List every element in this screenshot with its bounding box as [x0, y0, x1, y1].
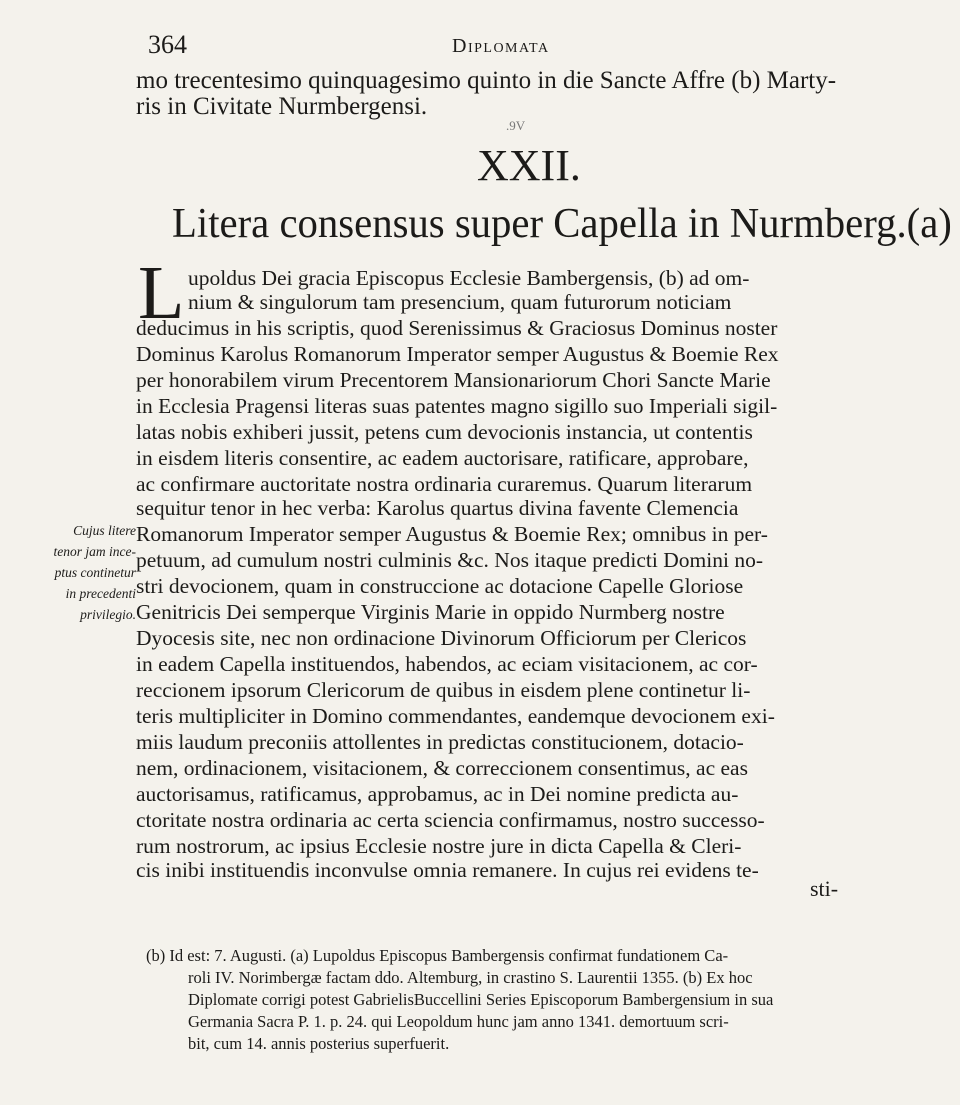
body-line: teris multipliciter in Domino commendantes, eandemque devocionem exi-	[136, 704, 775, 728]
body-line: nem, ordinacionem, visitacionem, & correccionem consentimus, ac eas	[136, 756, 748, 780]
stray-mark: .9V	[506, 118, 526, 133]
continuation-line: ris in Civitate Nurmbergensi.	[136, 93, 428, 120]
body-line: in eadem Capella instituendos, habendos, ac eciam visitacionem, ac cor-	[136, 652, 758, 676]
document-title: Litera consensus super Capella in Nurmberg.(a)	[172, 201, 952, 247]
footnote-line: (b) Id est: 7. Augusti. (a) Lupoldus Episcopus Bambergensis confirmat fundationem Ca-	[146, 946, 729, 965]
margin-note-line: tenor jam ince-	[53, 544, 136, 559]
footnote-line: bit, cum 14. annis posterius superfuerit.	[188, 1034, 450, 1053]
continuation-line: mo trecentesimo quinquagesimo quinto in die Sancte Affre (b) Marty-	[136, 67, 837, 94]
body-line: latas nobis exhiberi jussit, petens cum devocionis instancia, ut contentis	[136, 420, 753, 444]
drop-cap: L	[138, 251, 185, 335]
body-line: deducimus in his scriptis, quod Serenissimus & Graciosus Dominus noster	[136, 316, 778, 340]
body-line: in Ecclesia Pragensi literas suas patentes magno sigillo suo Imperiali sigil-	[136, 394, 778, 418]
margin-note-line: ptus continetur	[54, 565, 136, 580]
body-line: reccionem ipsorum Clericorum de quibus in eisdem plene continetur li-	[136, 678, 751, 702]
body-line: in eisdem literis consentire, ac eadem auctorisare, ratificare, approbare,	[136, 446, 749, 470]
body-line: nium & singulorum tam presencium, quam futurorum noticiam	[188, 290, 732, 314]
body-line: petuum, ad cumulum nostri culminis &c. Nos itaque predicti Domini no-	[136, 548, 763, 572]
document-number: XXII.	[477, 141, 581, 190]
body-line: miis laudum preconiis attollentes in predictas constitucionem, dotacio-	[136, 730, 744, 754]
catchword: sti-	[810, 876, 839, 901]
body-line: ac confirmare auctoritate nostra ordinaria curaremus. Quarum literarum	[136, 472, 753, 496]
body-line: upoldus Dei gracia Episcopus Ecclesie Bambergensis, (b) ad om-	[188, 266, 750, 290]
body-line: rum nostrorum, ac ipsius Ecclesie nostre jure in dicta Capella & Cleri-	[136, 834, 742, 858]
body-line: ctoritate nostra ordinaria ac certa sciencia confirmamus, nostro successo-	[136, 808, 765, 832]
body-line: Dominus Karolus Romanorum Imperator semper Augustus & Boemie Rex	[136, 342, 779, 366]
body-line: sequitur tenor in hec verba: Karolus quartus divina favente Clemencia	[136, 496, 739, 520]
footnote-line: roli IV. Norimbergæ factam ddo. Altemburg, in crastino S. Laurentii 1355. (b) Ex hoc	[188, 968, 753, 987]
body-line: stri devocionem, quam in construccione ac dotacione Capelle Gloriose	[136, 574, 744, 598]
footnote-line: Germania Sacra P. 1. p. 24. qui Leopoldum hunc jam anno 1341. demortuum scri-	[188, 1012, 729, 1031]
running-title: Diplomata	[452, 35, 550, 57]
body-line: auctorisamus, ratificamus, approbamus, ac in Dei nomine predicta au-	[136, 782, 739, 806]
margin-note	[2, 520, 136, 625]
body-line: Genitricis Dei semperque Virginis Marie in oppido Nurmberg nostre	[136, 600, 725, 624]
page-number: 364	[148, 30, 187, 59]
body-line: Romanorum Imperator semper Augustus & Boemie Rex; omnibus in per-	[136, 522, 768, 546]
body-line: Dyocesis site, nec non ordinacione Divinorum Officiorum per Clericos	[136, 626, 747, 650]
margin-note-line: privilegio.	[80, 607, 136, 622]
margin-note-line: Cujus litere	[73, 523, 136, 538]
footnote-line: Diplomate corrigi potest GabrielisBuccellini Series Episcoporum Bambergensium in sua	[188, 990, 774, 1009]
body-line: per honorabilem virum Precentorem Mansionariorum Chori Sancte Marie	[136, 368, 771, 392]
margin-note-line: in precedenti	[65, 586, 136, 601]
body-line: cis inibi instituendis inconvulse omnia remanere. In cujus rei evidens te-	[136, 858, 759, 882]
